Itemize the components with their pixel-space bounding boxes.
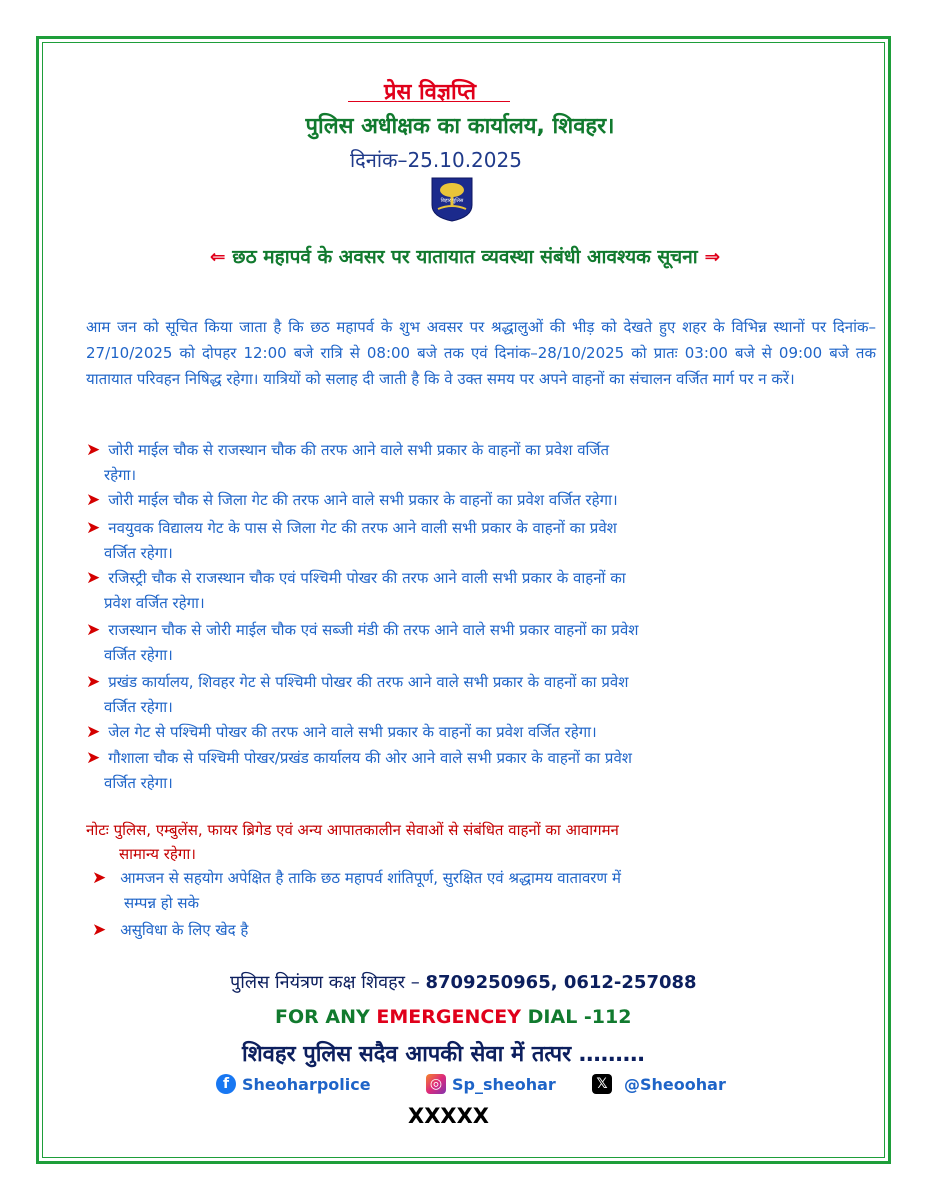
appeal-item [92, 918, 852, 943]
restriction-item [86, 746, 876, 796]
restriction-line-1: जोरी माईल चौक से जिला गेट की तरफ आने वाले सभी प्रकार के वाहनों का प्रवेश वर्जित रहेगा। [108, 491, 618, 509]
restriction-line-1: गौशाला चौक से पश्चिमी पोखर/प्रखंड कार्यालय की ओर आने वाले सभी प्रकार के वाहनों का प्रवेश [108, 749, 633, 767]
control-room-label: पुलिस नियंत्रण कक्ष शिवहर – [230, 972, 420, 993]
left-arrow-icon: ⇐ [209, 246, 226, 268]
pointer-icon: ➤ [92, 868, 107, 888]
appeal-line-1: असुविधा के लिए खेद है [120, 921, 249, 939]
pointer-icon: ➤ [86, 490, 101, 510]
police-slogan: शिवहर पुलिस सदैव आपकी सेवा में तत्पर ……… [242, 1042, 645, 1067]
emergency-line [275, 1006, 631, 1028]
instagram-handle: Sp_sheohar [452, 1074, 556, 1094]
intro-paragraph: आम जन को सूचित किया जाता है कि छठ महापर्व के शुभ अवसर पर श्रद्धालुओं की भीड़ को देखते हुए शहर के विभिन्न स्थानों पर दिनांक–27/10/2025 को दोपहर 12:00 बजे रात्रि से 08:00 बजे तक एवं दिनांक–28/10/2025 को प्रातः 03:00 बजे से 09:00 बजे तक यातायात परिवहन निषिद्ध रहेगा। यात्रियों को सलाह दी जाती है कि वे उक्त समय पर अपने वाहनों का संचालन वर्जित मार्ग पर न करें। [86, 318, 876, 388]
restriction-item [86, 720, 876, 745]
restriction-line-1: रजिस्ट्री चौक से राजस्थान चौक एवं पश्चिमी पोखर की तरफ आने वाली सभी प्रकार के वाहनों का [108, 569, 626, 587]
office-name: पुलिस अधीक्षक का कार्यालय, शिवहर। [305, 114, 615, 139]
press-release-title: प्रेस विज्ञप्ति [383, 80, 477, 105]
pointer-icon: ➤ [92, 920, 107, 940]
appeal-line-2: सम्पन्न हो सके [124, 894, 200, 912]
x-link[interactable] [592, 1074, 726, 1094]
pointer-icon: ➤ [86, 672, 101, 692]
pointer-icon: ➤ [86, 440, 101, 460]
restriction-line-1: नवयुवक विद्यालय गेट के पास से जिला गेट की तरफ आने वाली सभी प्रकार के वाहनों का प्रवेश [108, 519, 617, 537]
restriction-item [86, 670, 876, 720]
appeal-line-1: आमजन से सहयोग अपेक्षित है ताकि छठ महापर्व शांतिपूर्ण, सुरक्षित एवं श्रद्धामय वातावरण में [120, 869, 622, 887]
restriction-line-1: प्रखंड कार्यालय, शिवहर गेट से पश्चिमी पोखर की तरफ आने वाले सभी प्रकार के वाहनों का प्रवेश [108, 673, 629, 691]
facebook-link[interactable] [216, 1074, 371, 1094]
notice-subject [60, 243, 870, 269]
facebook-handle: Sheoharpolice [242, 1074, 371, 1094]
x-handle: @Sheoohar [624, 1074, 726, 1094]
restriction-line-1: राजस्थान चौक से जोरी माईल चौक एवं सब्जी मंडी की तरफ आने वाले सभी प्रकार वाहनों का प्रवेश [108, 621, 639, 639]
logo-caption: बिहार पुलिस [440, 198, 464, 204]
instagram-icon: ◎ [426, 1074, 446, 1094]
right-arrow-icon: ⇒ [704, 246, 721, 268]
pointer-icon: ➤ [86, 568, 101, 588]
restriction-item [86, 516, 876, 566]
restriction-line-2: वर्जित रहेगा। [104, 698, 173, 716]
emergency-part-1: FOR ANY [275, 1006, 370, 1028]
pointer-icon: ➤ [86, 722, 101, 742]
instagram-link[interactable] [426, 1074, 556, 1094]
note-block [86, 818, 876, 866]
restriction-item [86, 566, 876, 616]
restriction-line-1: जोरी माईल चौक से राजस्थान चौक की तरफ आने वाले सभी प्रकार के वाहनों का प्रवेश वर्जित [108, 441, 610, 459]
restriction-item [86, 438, 876, 488]
restriction-line-2: वर्जित रहेगा। [104, 646, 173, 664]
x-icon: 𝕏 [592, 1074, 612, 1094]
restriction-line-2: रहेगा। [104, 466, 137, 484]
emergency-part-3: DIAL -112 [527, 1006, 632, 1028]
facebook-icon: f [216, 1074, 236, 1094]
emergency-part-2: EMERGENCEY [376, 1006, 522, 1028]
appeal-item [92, 866, 852, 916]
bihar-police-logo [428, 175, 476, 223]
control-room [230, 970, 697, 994]
restriction-line-2: वर्जित रहेगा। [104, 774, 173, 792]
pointer-icon: ➤ [86, 620, 101, 640]
restriction-item [86, 618, 876, 668]
release-date: दिनांक–25.10.2025 [350, 148, 522, 172]
title-underline [348, 101, 510, 102]
control-room-numbers: 8709250965, 0612-257088 [425, 972, 697, 993]
footer-code: XXXXX [408, 1104, 489, 1128]
restriction-line-2: वर्जित रहेगा। [104, 544, 173, 562]
restriction-line-1: जेल गेट से पश्चिमी पोखर की तरफ आने वाले सभी प्रकार के वाहनों का प्रवेश वर्जित रहेगा। [108, 723, 597, 741]
pointer-icon: ➤ [86, 518, 101, 538]
note-line-1: नोटः पुलिस, एम्बुलेंस, फायर ब्रिगेड एवं अन्य आपातकालीन सेवाओं से संबंधित वाहनों का आवागमन [86, 821, 619, 839]
subject-text: छठ महापर्व के अवसर पर यातायात व्यवस्था संबंधी आवश्यक सूचना [232, 246, 698, 268]
pointer-icon: ➤ [86, 748, 101, 768]
restriction-line-2: प्रवेश वर्जित रहेगा। [104, 594, 205, 612]
note-line-2: सामान्य रहेगा। [119, 845, 196, 863]
restriction-item [86, 488, 876, 513]
